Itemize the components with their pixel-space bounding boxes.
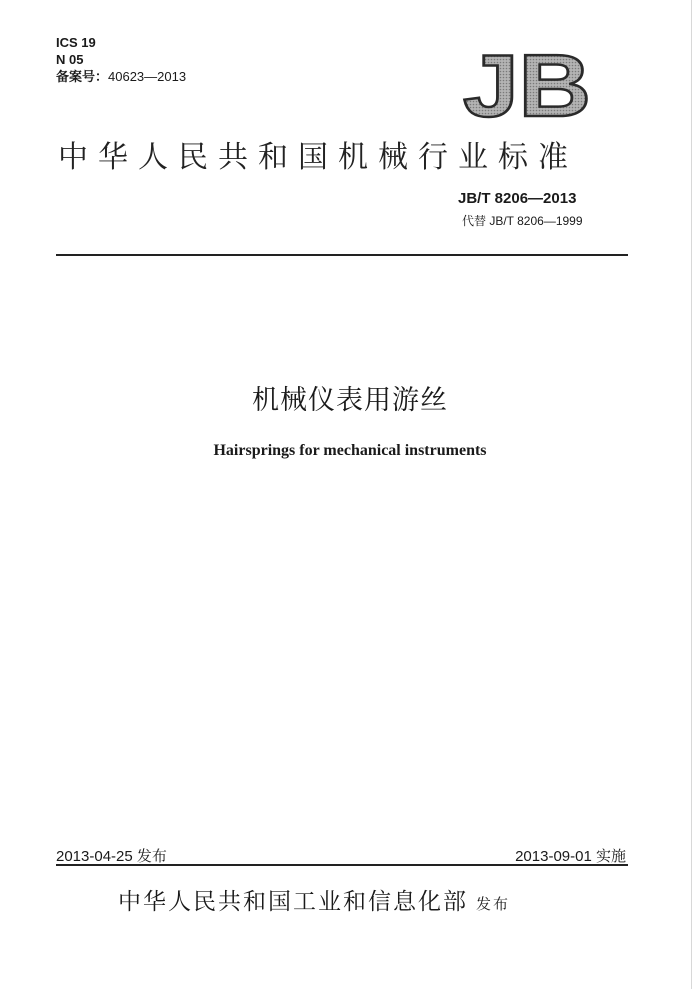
record-number-label: 备案号： (56, 69, 109, 84)
record-number-value: 40623—2013 (108, 69, 187, 84)
record-number (56, 68, 186, 85)
footer-divider (56, 864, 628, 866)
jb-logo (460, 46, 595, 122)
scan-edge-line (691, 0, 692, 989)
document-title-english: Hairsprings for mechanical instruments (213, 442, 487, 459)
jb-logo-text: JB (463, 46, 591, 122)
document-title-chinese: 机械仪表用游丝 (252, 385, 448, 416)
publisher-name: 中华人民共和国工业和信息化部 (118, 889, 468, 915)
publisher-line (118, 883, 510, 916)
publisher-verb: 发布 (476, 895, 511, 913)
replaces-standard: 代替 JB/T 8206—1999 (462, 214, 583, 228)
header-divider (56, 254, 628, 256)
ics-code: ICS 19 (56, 35, 96, 50)
classification-block (56, 34, 186, 85)
publish-date: 2013-04-25 发布 (56, 848, 167, 865)
standard-number: JB/T 8206—2013 (458, 190, 577, 207)
ccs-code: N 05 (56, 52, 84, 67)
industry-standard-heading: 中华人民共和国机械行业标准 (58, 140, 578, 175)
implementation-date: 2013-09-01 实施 (515, 848, 626, 865)
